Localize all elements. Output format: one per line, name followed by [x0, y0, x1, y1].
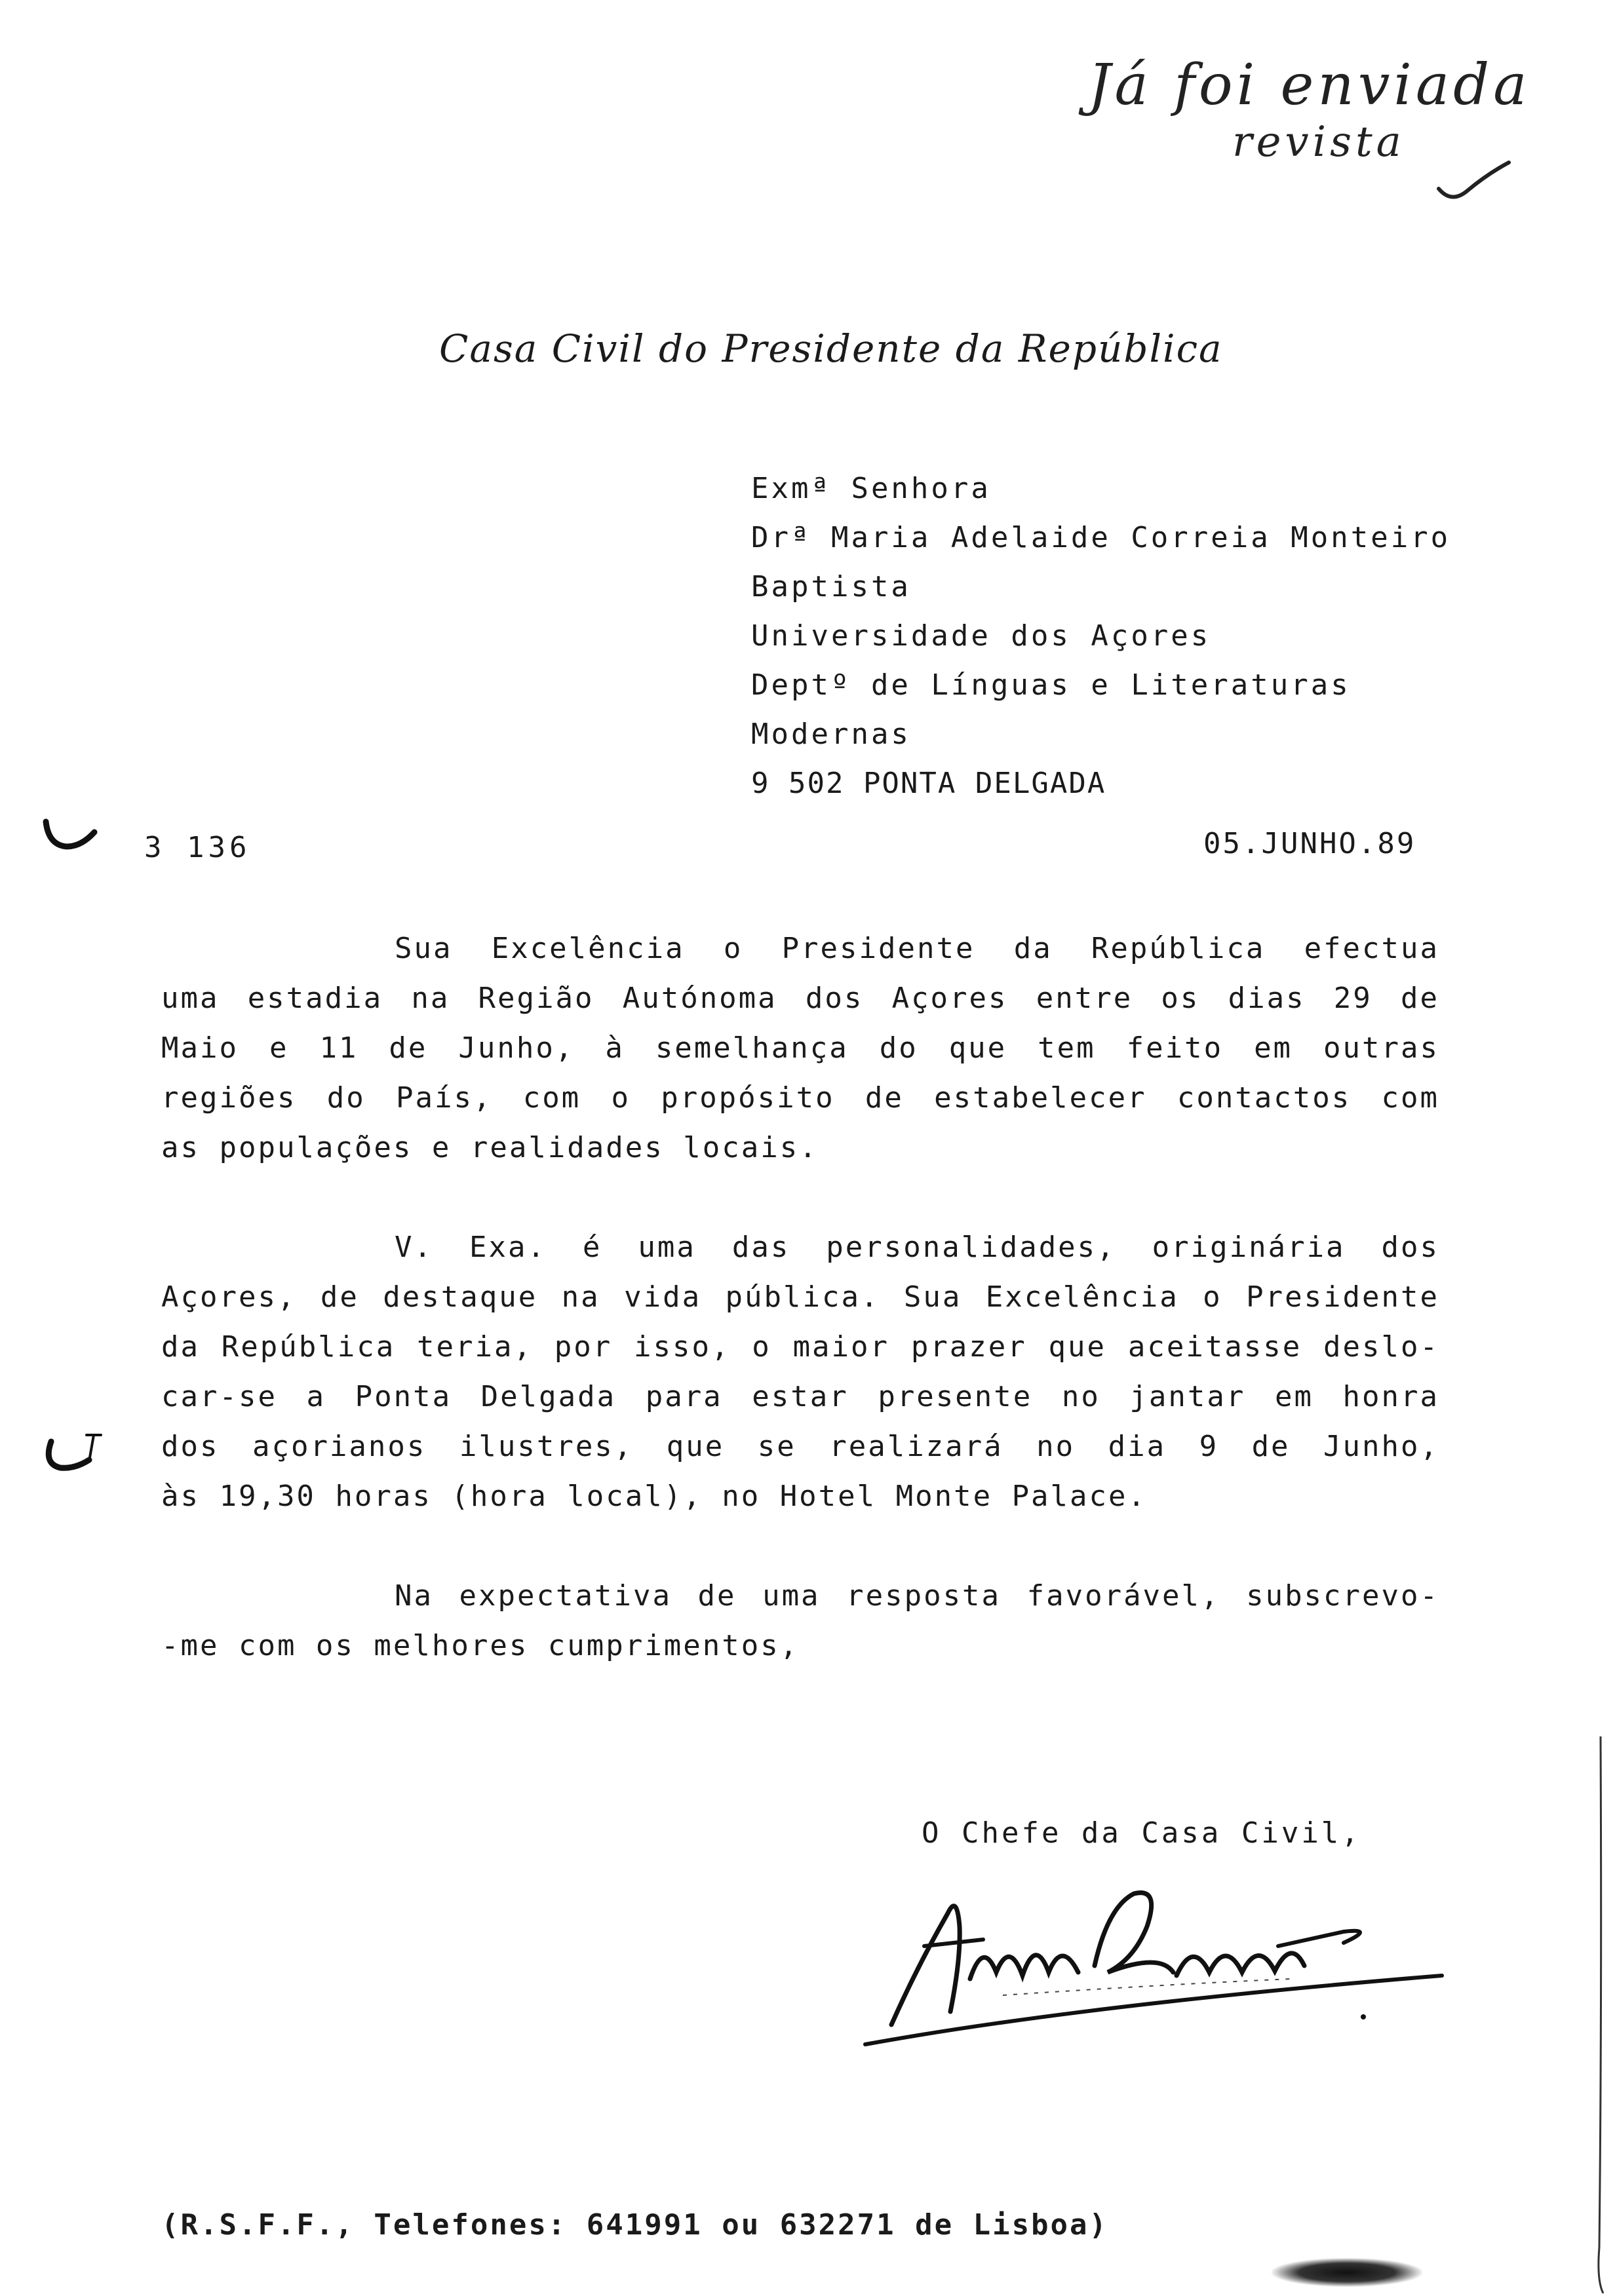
- handwritten-note-line-1: Já foi enviada: [1088, 52, 1531, 118]
- recipient-line: Deptº de Línguas e Literaturas: [751, 668, 1351, 702]
- handwritten-note-line-2: revista: [1232, 118, 1405, 166]
- page-edge-line: [1594, 1736, 1607, 2293]
- recipient-line: 9 502 PONTA DELGADA: [751, 767, 1106, 800]
- paragraph-line: -me com os melhores cumprimentos,: [161, 1629, 800, 1662]
- recipient-line: Universidade dos Açores: [751, 619, 1211, 653]
- handwritten-check-mark: [1435, 144, 1514, 203]
- recipient-address: [751, 464, 1450, 808]
- scan-smudge: [1272, 2258, 1422, 2287]
- closing-title: O Chefe da Casa Civil,: [922, 1816, 1361, 1850]
- paragraph-line: Açores, de destaque na vida pública. Sua Excelência o Presidente: [161, 1280, 1439, 1314]
- paragraph-line: da República teria, por isso, o maior prazer que aceitasse deslo-: [161, 1330, 1439, 1364]
- paragraph-line: regiões do País, com o propósito de estabelecer contactos com: [161, 1081, 1439, 1115]
- letterhead: Casa Civil do Presidente da República: [439, 326, 1223, 371]
- footer-contact: (R.S.F.F., Telefones: 641991 ou 632271 de Lisboa): [161, 2208, 1109, 2242]
- paragraph-line: as populações e realidades locais.: [161, 1131, 819, 1164]
- paragraph-line: V. Exa. é uma das personalidades, originária dos: [395, 1231, 1439, 1264]
- paragraph-line: uma estadia na Região Autónoma dos Açores entre os dias 29 de: [161, 982, 1439, 1015]
- paragraph-3: [161, 1571, 1439, 1671]
- paragraph-1: [161, 924, 1439, 1173]
- recipient-line: Baptista: [751, 570, 911, 603]
- paragraph-line: Maio e 11 de Junho, à semelhança do que tem feito em outras: [161, 1031, 1439, 1065]
- recipient-line: Exmª Senhora: [751, 472, 991, 505]
- reference-number: 3 136: [144, 831, 251, 864]
- paragraph-2: [161, 1223, 1439, 1521]
- margin-tick-mark: [41, 813, 100, 858]
- letter-date: 05.JUNHO.89: [1203, 827, 1416, 860]
- margin-annotation-mark: [41, 1426, 119, 1485]
- paragraph-line: Sua Excelência o Presidente da República efectua: [395, 932, 1439, 965]
- paragraph-line: dos açorianos ilustres, que se realizará no dia 9 de Junho,: [161, 1430, 1439, 1463]
- paragraph-line: Na expectativa de uma resposta favorável, subscrevo-: [395, 1579, 1439, 1613]
- paragraph-line: às 19,30 horas (hora local), no Hotel Monte Palace.: [161, 1480, 1148, 1513]
- paragraph-line: car-se a Ponta Delgada para estar presente no jantar em honra: [161, 1380, 1439, 1413]
- recipient-line: Modernas: [751, 718, 911, 751]
- handwritten-signature: [819, 1867, 1475, 2057]
- recipient-line: Drª Maria Adelaide Correia Monteiro: [751, 521, 1451, 554]
